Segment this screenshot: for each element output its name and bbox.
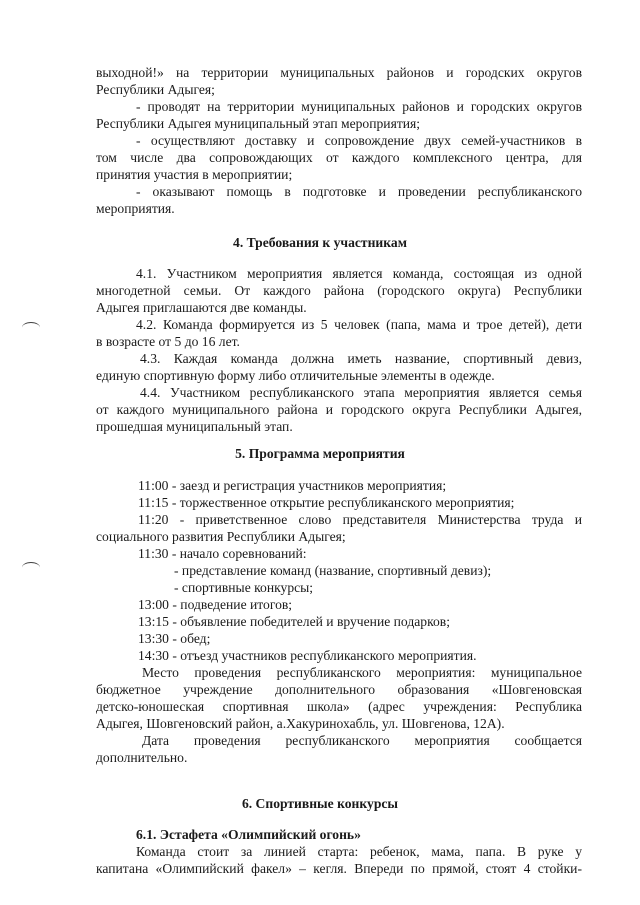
paragraph-line: принятия участия в мероприятии; [96, 167, 293, 182]
paragraph-line: - осуществляют доставку и сопровождение двух семей-участников в [136, 133, 582, 148]
paragraph-line: - оказывают помощь в подготовке и проведении республиканского [136, 184, 582, 199]
paragraph-line: от каждого муниципального района и городского округа Республики Адыгея, [96, 402, 582, 417]
paragraph-line: дополнительно. [96, 750, 188, 765]
paragraph-line: 4.3. Каждая команда должна иметь название, спортивный девиз, [140, 351, 582, 366]
paragraph-line: Место проведения республиканского мероприятия: муниципальное [142, 665, 582, 680]
schedule-item: 11:00 - заезд и регистрация участников мероприятия; [138, 478, 447, 493]
paragraph-line: том числе два сопровождающих от каждого комплексного центра, для [96, 150, 582, 165]
section-heading: 4. Требования к участникам [233, 235, 407, 250]
paragraph-line: Республики Адыгея; [96, 82, 215, 97]
section-heading: 5. Программа мероприятия [235, 446, 405, 461]
paragraph-line: многодетной семьи. От каждого района (городского округа) Республики [96, 283, 582, 298]
paragraph-line: Адыгея, Шовгеновский район, а.Хакуринохабль, ул. Шовгенова, 12А). [96, 716, 505, 731]
schedule-item: 13:15 - объявление победителей и вручение подарков; [138, 614, 450, 629]
paragraph-line: 4.4. Участником республиканского этапа мероприятия является семья [140, 385, 582, 400]
paragraph-line: бюджетное учреждение дополнительного образования «Шовгеновская [96, 682, 582, 697]
paragraph-line: детско-юношеская спортивная школа» (адрес учреждения: Республика [96, 699, 582, 714]
paragraph-line: в возрасте от 5 до 16 лет. [96, 334, 240, 349]
punch-hole-mark [22, 322, 40, 333]
schedule-item: 13:30 - обед; [138, 631, 211, 646]
paragraph-line: Адыгея приглашаются две команды. [96, 300, 307, 315]
paragraph-line: Дата проведения республиканского мероприятия сообщается [142, 733, 582, 748]
paragraph-line: единую спортивную форму либо отличительные элементы в одежде. [96, 368, 495, 383]
paragraph-line: 4.1. Участником мероприятия является команда, состоящая из одной [136, 266, 582, 281]
paragraph-line: - проводят на территории муниципальных районов и городских округов [136, 99, 582, 114]
schedule-item: 11:20 - приветственное слово представителя Министерства труда и [138, 512, 582, 527]
schedule-item: 11:30 - начало соревнований: [138, 546, 307, 561]
paragraph-line: 4.2. Команда формируется из 5 человек (папа, мама и трое детей), дети [136, 317, 582, 332]
schedule-item: 11:15 - торжественное открытие республиканского мероприятия; [138, 495, 515, 510]
schedule-subitem: - спортивные конкурсы; [174, 580, 314, 595]
paragraph-line: капитана «Олимпийский факел» – кегля. Впереди по прямой, стоят 4 стойки- [96, 861, 582, 876]
schedule-item: социального развития Республики Адыгея; [96, 529, 346, 544]
paragraph-line: Республики Адыгея муниципальный этап мероприятия; [96, 116, 421, 131]
paragraph-line: прошедшая муниципальный этап. [96, 419, 293, 434]
schedule-item: 14:30 - отъезд участников республиканского мероприятия. [138, 648, 477, 663]
punch-hole-mark [22, 562, 40, 573]
schedule-item: 13:00 - подведение итогов; [138, 597, 293, 612]
section-heading: 6. Спортивные конкурсы [241, 796, 399, 811]
subsection-heading: 6.1. Эстафета «Олимпийский огонь» [136, 827, 361, 842]
paragraph-line: выходной!» на территории муниципальных районов и городских округов [96, 65, 582, 80]
paragraph-line: мероприятия. [96, 201, 175, 216]
schedule-subitem: - представление команд (название, спортивный девиз); [174, 563, 492, 578]
paragraph-line: Команда стоит за линией старта: ребенок, мама, папа. В руке у [136, 844, 582, 859]
